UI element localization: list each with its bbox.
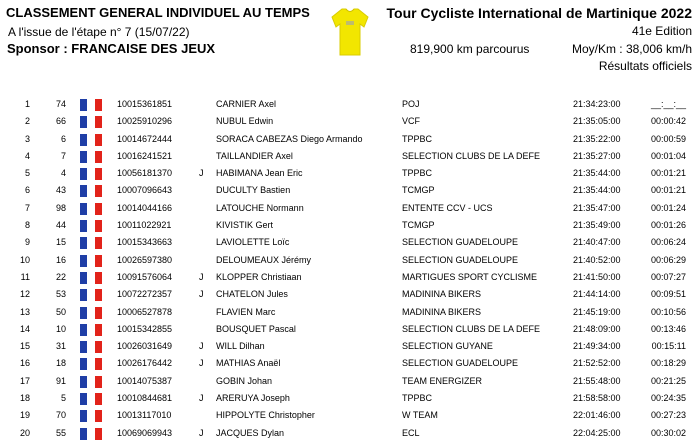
uci-id: 10010844681 <box>117 393 173 404</box>
time-gap: 00:01:26 <box>650 220 686 231</box>
yellow-jersey-icon <box>331 7 369 57</box>
table-row <box>0 148 700 165</box>
total-time: 21:35:27:00 <box>573 150 621 161</box>
time-gap: 00:06:24 <box>650 237 686 248</box>
uci-id: 10056181370 <box>117 168 173 179</box>
table-row <box>0 304 700 321</box>
time-gap: 00:30:02 <box>650 427 686 438</box>
bib-number: 74 <box>55 99 66 109</box>
rider-name: KIVISTIK Gert <box>216 220 274 231</box>
team-name: TCMGP <box>402 185 435 196</box>
time-gap: 00:10:56 <box>650 306 686 317</box>
team-name: MADININA BIKERS <box>402 289 482 300</box>
rank-cell: 3 <box>24 133 30 144</box>
team-name: ENTENTE CCV - UCS <box>402 202 493 213</box>
rank-cell: 14 <box>19 323 30 334</box>
table-row <box>0 217 700 234</box>
bib-number: 31 <box>55 341 66 352</box>
france-flag-icon <box>80 272 102 284</box>
sponsor-label: Sponsor : <box>7 41 68 56</box>
sponsor-line <box>7 41 215 56</box>
average-speed: Moy/Km : 38,006 km/h <box>571 42 692 56</box>
edition-label: 41e Edition <box>631 24 692 38</box>
team-name: TPPBC <box>402 168 433 179</box>
rider-name: SORACA CABEZAS Diego Armando <box>216 133 363 144</box>
total-time: 21:48:09:00 <box>573 323 621 334</box>
france-flag-icon <box>80 324 102 336</box>
time-gap: __:__:__ <box>650 99 686 109</box>
rank-cell: 18 <box>19 393 30 404</box>
rank-cell: 10 <box>19 254 30 265</box>
total-time: 21:58:58:00 <box>573 393 621 404</box>
france-flag-icon <box>80 220 102 232</box>
race-title: Tour Cycliste International de Martinique 2022 <box>386 5 692 21</box>
rider-name: GOBIN Johan <box>216 375 273 386</box>
france-flag-icon <box>80 289 102 301</box>
stage-info: A l'issue de l'étape n° 7 (15/07/22) <box>8 25 190 39</box>
france-flag-icon <box>80 99 102 111</box>
total-time: 21:35:05:00 <box>573 116 621 127</box>
uci-id: 10026176442 <box>117 358 173 369</box>
rank-cell: 20 <box>19 427 30 438</box>
total-time: 21:52:52:00 <box>573 358 621 369</box>
time-gap: 00:01:04 <box>650 150 686 161</box>
table-row <box>0 269 700 286</box>
uci-id: 10015343663 <box>117 237 173 248</box>
team-name: TPPBC <box>402 133 433 144</box>
uci-id: 10091576064 <box>117 271 173 282</box>
rank-cell: 6 <box>24 185 30 196</box>
rider-name: BOUSQUET Pascal <box>216 323 296 334</box>
rank-cell: 9 <box>24 237 30 248</box>
ranking-title: CLASSEMENT GENERAL INDIVIDUEL AU TEMPS <box>6 5 310 20</box>
junior-marker: J <box>199 427 204 438</box>
uci-id: 10015361851 <box>117 99 173 109</box>
uci-id: 10026597380 <box>117 254 173 265</box>
uci-id: 10072272357 <box>117 289 173 300</box>
bib-number: 7 <box>60 150 66 161</box>
bib-number: 15 <box>55 237 66 248</box>
junior-marker: J <box>199 168 204 179</box>
time-gap: 00:13:46 <box>650 323 686 334</box>
uci-id: 10007096643 <box>117 185 173 196</box>
rider-name: LAVIOLETTE Loïc <box>216 237 290 248</box>
team-name: MADININA BIKERS <box>402 306 482 317</box>
bib-number: 50 <box>55 306 66 317</box>
table-row <box>0 338 700 355</box>
team-name: VCF <box>402 116 420 127</box>
bib-number: 66 <box>55 116 66 127</box>
team-name: POJ <box>402 99 420 109</box>
table-row <box>0 252 700 269</box>
bib-number: 5 <box>60 393 66 404</box>
table-row <box>0 113 700 130</box>
france-flag-icon <box>80 358 102 370</box>
france-flag-icon <box>80 168 102 180</box>
team-name: TCMGP <box>402 220 435 231</box>
team-name: W TEAM <box>402 410 438 421</box>
bib-number: 16 <box>55 254 66 265</box>
time-gap: 00:06:29 <box>650 254 686 265</box>
rider-name: MATHIAS Anaël <box>216 358 281 369</box>
team-name: SELECTION CLUBS DE LA DEFE <box>402 323 541 334</box>
table-row <box>0 182 700 199</box>
total-time: 21:35:49:00 <box>573 220 621 231</box>
team-name: SELECTION GUYANE <box>402 341 493 352</box>
total-time: 21:41:50:00 <box>573 271 621 282</box>
bib-number: 18 <box>55 358 66 369</box>
junior-marker: J <box>199 341 204 352</box>
team-name: SELECTION GUADELOUPE <box>402 254 519 265</box>
rider-name: TAILLANDIER Axel <box>216 150 293 161</box>
rider-name: NUBUL Edwin <box>216 116 274 127</box>
uci-id: 10013117010 <box>117 410 172 421</box>
rider-name: HIPPOLYTE Christopher <box>216 410 315 421</box>
rider-name: ARERUYA Joseph <box>216 393 290 404</box>
france-flag-icon <box>80 134 102 146</box>
uci-id: 10015342855 <box>117 323 173 334</box>
france-flag-icon <box>80 237 102 249</box>
uci-id: 10016241521 <box>117 150 173 161</box>
junior-marker: J <box>199 393 204 404</box>
table-row <box>0 321 700 338</box>
table-row <box>0 407 700 424</box>
table-row <box>0 96 700 113</box>
table-row <box>0 131 700 148</box>
bib-number: 91 <box>55 375 66 386</box>
team-name: SELECTION GUADELOUPE <box>402 358 519 369</box>
uci-id: 10069069943 <box>117 427 173 438</box>
time-gap: 00:24:35 <box>650 393 686 404</box>
bib-number: 43 <box>55 185 66 196</box>
table-row <box>0 373 700 390</box>
bib-number: 98 <box>55 202 66 213</box>
table-row <box>0 355 700 372</box>
france-flag-icon <box>80 255 102 267</box>
rank-cell: 12 <box>19 289 30 300</box>
table-row <box>0 200 700 217</box>
total-time: 21:55:48:00 <box>573 375 621 386</box>
total-time: 21:44:14:00 <box>573 289 621 300</box>
uci-id: 10014075387 <box>117 375 173 386</box>
time-gap: 00:01:24 <box>650 202 686 213</box>
ranking-table <box>0 96 700 442</box>
uci-id: 10006527878 <box>117 306 173 317</box>
rank-cell: 19 <box>19 410 30 421</box>
france-flag-icon <box>80 185 102 197</box>
total-time: 21:40:47:00 <box>573 237 621 248</box>
team-name: TPPBC <box>402 393 433 404</box>
time-gap: 00:21:25 <box>650 375 686 386</box>
uci-id: 10026031649 <box>117 341 173 352</box>
junior-marker: J <box>199 289 204 300</box>
team-name: ECL <box>402 427 420 438</box>
time-gap: 00:07:27 <box>650 271 686 282</box>
team-name: SELECTION GUADELOUPE <box>402 237 519 248</box>
total-time: 21:35:44:00 <box>573 185 621 196</box>
junior-marker: J <box>199 271 204 282</box>
total-time: 22:04:25:00 <box>573 427 621 438</box>
total-time: 21:49:34:00 <box>573 341 621 352</box>
rider-name: CHATELON Jules <box>216 289 288 300</box>
total-time: 21:35:22:00 <box>573 133 621 144</box>
rank-cell: 7 <box>24 202 30 213</box>
rider-name: LATOUCHE Normann <box>216 202 304 213</box>
france-flag-icon <box>80 410 102 422</box>
rank-cell: 15 <box>19 341 30 352</box>
rank-cell: 4 <box>24 150 30 161</box>
france-flag-icon <box>80 116 102 128</box>
bib-number: 53 <box>55 289 66 300</box>
bib-number: 4 <box>60 168 66 179</box>
rank-cell: 13 <box>19 306 30 317</box>
time-gap: 00:00:42 <box>650 116 686 127</box>
uci-id: 10014044166 <box>117 202 173 213</box>
uci-id: 10025910296 <box>117 116 173 127</box>
total-time: 22:01:46:00 <box>573 410 621 421</box>
uci-id: 10014672444 <box>117 133 173 144</box>
time-gap: 00:18:29 <box>650 358 686 369</box>
bib-number: 22 <box>55 271 66 282</box>
rank-cell: 8 <box>24 220 30 231</box>
bib-number: 44 <box>55 220 66 231</box>
time-gap: 00:09:51 <box>650 289 686 300</box>
bib-number: 10 <box>55 323 66 334</box>
rider-name: DUCULTY Bastien <box>216 185 291 196</box>
rider-name: JACQUES Dylan <box>216 427 285 438</box>
rider-name: WILL Dilhan <box>216 341 265 352</box>
team-name: SELECTION CLUBS DE LA DEFE <box>402 150 541 161</box>
france-flag-icon <box>80 151 102 163</box>
time-gap: 00:15:11 <box>651 341 686 352</box>
sponsor-name: FRANCAISE DES JEUX <box>71 41 216 56</box>
rank-cell: 11 <box>20 271 30 282</box>
time-gap: 00:27:23 <box>650 410 686 421</box>
table-row <box>0 425 700 442</box>
rank-cell: 2 <box>24 116 30 127</box>
junior-marker: J <box>199 358 204 369</box>
total-time: 21:45:19:00 <box>573 306 621 317</box>
rank-cell: 1 <box>24 99 30 109</box>
france-flag-icon <box>80 393 102 405</box>
total-time: 21:35:44:00 <box>573 168 621 179</box>
table-row <box>0 165 700 182</box>
uci-id: 10011022921 <box>117 220 172 231</box>
total-time: 21:40:52:00 <box>573 254 621 265</box>
france-flag-icon <box>80 307 102 319</box>
table-row <box>0 286 700 303</box>
table-row <box>0 390 700 407</box>
france-flag-icon <box>80 341 102 353</box>
rider-name: KLOPPER Christiaan <box>216 271 302 282</box>
rider-name: FLAVIEN Marc <box>216 306 276 317</box>
rank-cell: 17 <box>19 375 30 386</box>
bib-number: 70 <box>55 410 66 421</box>
official-results-label: Résultats officiels <box>598 59 692 73</box>
time-gap: 00:01:21 <box>650 185 686 196</box>
total-time: 21:35:47:00 <box>573 202 621 213</box>
distance-covered: 819,900 km parcourus <box>410 42 530 56</box>
bib-number: 55 <box>55 427 66 438</box>
rank-cell: 16 <box>19 358 30 369</box>
france-flag-icon <box>80 428 102 440</box>
rank-cell: 5 <box>24 168 30 179</box>
team-name: TEAM ENERGIZER <box>402 375 483 386</box>
france-flag-icon <box>80 203 102 215</box>
rider-name: HABIMANA Jean Eric <box>216 168 303 179</box>
rider-name: DELOUMEAUX Jérémy <box>216 254 312 265</box>
rider-name: CARNIER Axel <box>216 99 277 109</box>
time-gap: 00:01:21 <box>650 168 686 179</box>
france-flag-icon <box>80 376 102 388</box>
table-row <box>0 234 700 251</box>
bib-number: 6 <box>60 133 66 144</box>
total-time: 21:34:23:00 <box>573 99 621 109</box>
team-name: MARTIGUES SPORT CYCLISME <box>402 271 538 282</box>
time-gap: 00:00:59 <box>650 133 686 144</box>
